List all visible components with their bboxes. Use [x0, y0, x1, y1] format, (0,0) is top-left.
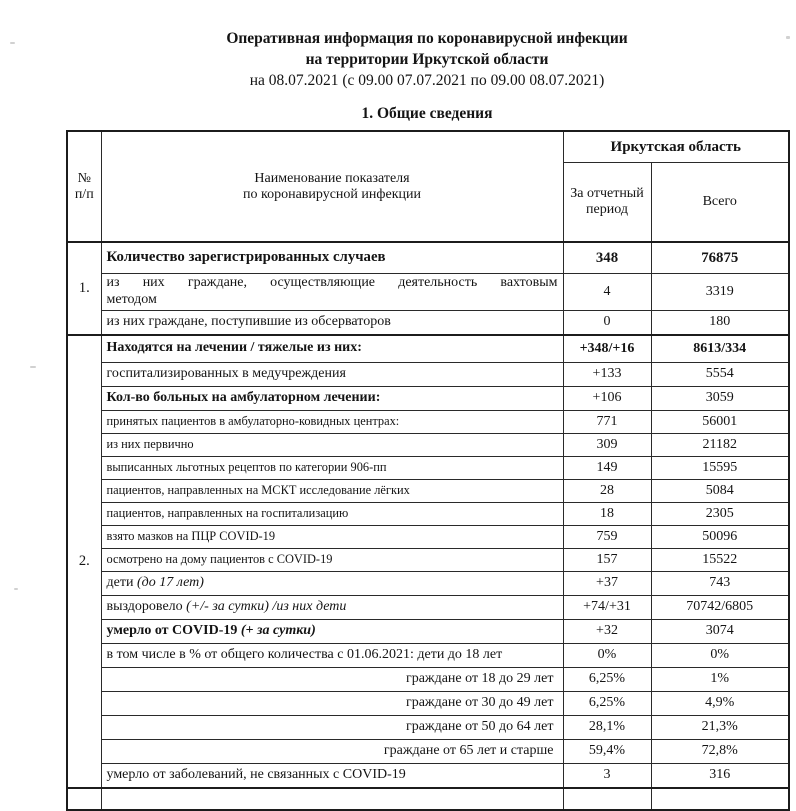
partial-cell [67, 788, 101, 810]
indicator-label: умерло от заболеваний, не связанных с COVID-19 [106, 766, 406, 782]
indicator-label: в том числе в % от общего количества с 01.06.2021: дети до 18 лет [106, 646, 503, 662]
value-total-cell: 56001 [651, 410, 789, 433]
value-total-cell: 2305 [651, 502, 789, 525]
header-num-cell [67, 131, 101, 242]
table-row [67, 479, 789, 502]
table-row [67, 739, 789, 763]
indicator-label-cell [101, 362, 563, 386]
indicator-label-cell [101, 479, 563, 502]
indicator-label: Количество зарегистрированных случаев [106, 249, 386, 266]
indicator-label: умерло от COVID-19 [106, 622, 241, 638]
value-period-cell: 309 [563, 433, 651, 456]
indicator-label: взято мазков на ПЦР COVID-19 [106, 529, 276, 544]
indicator-label-cell [101, 739, 563, 763]
value-period-cell: 0 [563, 310, 651, 335]
indicator-label: выписанных льготных рецептов по категории 906-пп [106, 460, 387, 475]
indicator-label: из них граждане, осуществляющие деятельность вахтовым [106, 275, 558, 290]
value-period-cell: +32 [563, 619, 651, 643]
indicator-label-cell [101, 595, 563, 619]
indicator-label-cell [101, 619, 563, 643]
section-heading: 1. Общие сведения [361, 105, 493, 122]
indicator-label-cell [101, 667, 563, 691]
value-total-cell: 3319 [651, 274, 789, 311]
value-total-cell: 70742/6805 [651, 595, 789, 619]
value-period-cell: 149 [563, 456, 651, 479]
table-row [67, 456, 789, 479]
value-period-cell: 59,4% [563, 739, 651, 763]
indicator-label-cell [101, 410, 563, 433]
header-row-1 [67, 131, 789, 163]
row-number-cell: 2. [67, 335, 101, 788]
header-name-line1: Наименование показателя [254, 170, 410, 186]
scan-speck [30, 366, 36, 368]
value-total-cell: 5554 [651, 362, 789, 386]
value-total-cell: 15595 [651, 456, 789, 479]
document-content [66, 28, 788, 811]
covid-summary-table [66, 130, 790, 811]
table-row [67, 548, 789, 571]
header-name-line2: по коронавирусной инфекции [243, 186, 421, 202]
value-total-cell: 5084 [651, 479, 789, 502]
table-body [67, 242, 789, 810]
table-row [67, 335, 789, 363]
value-period-cell: +348/+16 [563, 335, 651, 363]
title-line-1: Оперативная информация по коронавирусной инфекции [226, 30, 628, 47]
scan-speck [786, 36, 790, 39]
value-period-cell: 18 [563, 502, 651, 525]
indicator-label-cell [101, 456, 563, 479]
value-total-cell: 3059 [651, 386, 789, 410]
indicator-label: госпитализированных в медучреждения [106, 365, 346, 381]
value-period-cell: 157 [563, 548, 651, 571]
partial-clipped-row [67, 788, 789, 810]
value-period-cell: 0% [563, 643, 651, 667]
value-period-cell: +133 [563, 362, 651, 386]
value-total-cell: 15522 [651, 548, 789, 571]
table-row [67, 715, 789, 739]
table-row [67, 242, 789, 274]
table-row [67, 274, 789, 311]
value-total-cell: 21,3% [651, 715, 789, 739]
header-name-cell [101, 131, 563, 242]
value-period-cell: 6,25% [563, 691, 651, 715]
value-period-cell: +74/+31 [563, 595, 651, 619]
table-header [67, 131, 789, 242]
value-total-cell: 4,9% [651, 691, 789, 715]
partial-cell [101, 788, 563, 810]
value-period-cell: 6,25% [563, 667, 651, 691]
indicator-label: принятых пациентов в амбулаторно-ковидных центрах: [106, 414, 400, 429]
table-row [67, 410, 789, 433]
indicator-label-cell [101, 643, 563, 667]
value-period-cell: 4 [563, 274, 651, 311]
table-row [67, 433, 789, 456]
header-num-line2: п/п [74, 186, 94, 202]
indicator-label: из них граждане, поступившие из обсерваторов [106, 313, 391, 329]
value-total-cell: 76875 [651, 242, 789, 274]
indicator-label: граждане от 65 лет и старше [383, 742, 554, 758]
indicator-label-cell [101, 310, 563, 335]
value-total-cell: 72,8% [651, 739, 789, 763]
value-total-cell: 316 [651, 763, 789, 788]
indicator-label-cell [101, 691, 563, 715]
header-num-line1: № [77, 170, 91, 186]
table-row [67, 595, 789, 619]
indicator-label-cell [101, 715, 563, 739]
indicator-label: осмотрено на дому пациентов с COVID-19 [106, 552, 333, 567]
value-total-cell: 8613/334 [651, 335, 789, 363]
table-row [67, 643, 789, 667]
indicator-label: методом [106, 291, 157, 307]
indicator-label: граждане от 30 до 49 лет [405, 694, 554, 710]
indicator-label: Кол-во больных на амбулаторном лечении: [106, 389, 381, 405]
title-line-3: на 08.07.2021 (с 09.00 07.07.2021 по 09.00 08.07.2021) [249, 72, 605, 89]
value-total-cell: 180 [651, 310, 789, 335]
value-total-cell: 1% [651, 667, 789, 691]
value-period-cell: +106 [563, 386, 651, 410]
indicator-label: (+ за сутки) [240, 622, 316, 638]
table-row [67, 571, 789, 595]
document-title [66, 28, 788, 91]
header-period-cell: За отчетный период [563, 163, 651, 243]
indicator-label-cell [101, 763, 563, 788]
indicator-label-cell [101, 274, 563, 311]
table-row [67, 525, 789, 548]
table-row [67, 310, 789, 335]
indicator-label: пациентов, направленных на МСКТ исследование лёгких [106, 483, 410, 498]
value-period-cell: +37 [563, 571, 651, 595]
value-period-cell: 348 [563, 242, 651, 274]
value-total-cell: 743 [651, 571, 789, 595]
scan-speck [14, 588, 18, 590]
table-row [67, 691, 789, 715]
indicator-label-cell [101, 386, 563, 410]
value-period-cell: 759 [563, 525, 651, 548]
indicator-label: пациентов, направленных на госпитализацию [106, 506, 349, 521]
indicator-label-cell [101, 525, 563, 548]
indicator-label: граждане от 18 до 29 лет [405, 670, 554, 686]
title-line-2: на территории Иркутской области [305, 51, 549, 68]
header-region-cell: Иркутская область [563, 131, 789, 163]
indicator-label-cell [101, 571, 563, 595]
indicator-label-cell [101, 242, 563, 274]
value-total-cell: 21182 [651, 433, 789, 456]
table-row [67, 502, 789, 525]
indicator-label-cell [101, 433, 563, 456]
indicator-label: из них первично [106, 437, 194, 452]
value-period-cell: 771 [563, 410, 651, 433]
indicator-label-cell [101, 335, 563, 363]
partial-cell [563, 788, 651, 810]
value-period-cell: 28 [563, 479, 651, 502]
indicator-label: граждане от 50 до 64 лет [405, 718, 554, 734]
value-period-cell: 3 [563, 763, 651, 788]
value-total-cell: 3074 [651, 619, 789, 643]
scan-speck [10, 42, 15, 44]
document-page [0, 28, 796, 783]
indicator-label-cell [101, 548, 563, 571]
table-row [67, 362, 789, 386]
table-row [67, 619, 789, 643]
table-row [67, 667, 789, 691]
indicator-label: (до 17 лет) [136, 574, 204, 590]
table-row [67, 386, 789, 410]
value-period-cell: 28,1% [563, 715, 651, 739]
header-total-cell: Всего [651, 163, 789, 243]
partial-cell [651, 788, 789, 810]
value-total-cell: 50096 [651, 525, 789, 548]
table-row [67, 763, 789, 788]
indicator-label: (+/- за сутки) /из них дети [186, 598, 347, 614]
row-number-cell: 1. [67, 242, 101, 335]
indicator-label: выздоровело [106, 598, 187, 614]
value-total-cell: 0% [651, 643, 789, 667]
indicator-label-cell [101, 502, 563, 525]
indicator-label: Находятся на лечении / тяжелые из них: [106, 340, 362, 356]
indicator-label: дети [106, 574, 137, 590]
